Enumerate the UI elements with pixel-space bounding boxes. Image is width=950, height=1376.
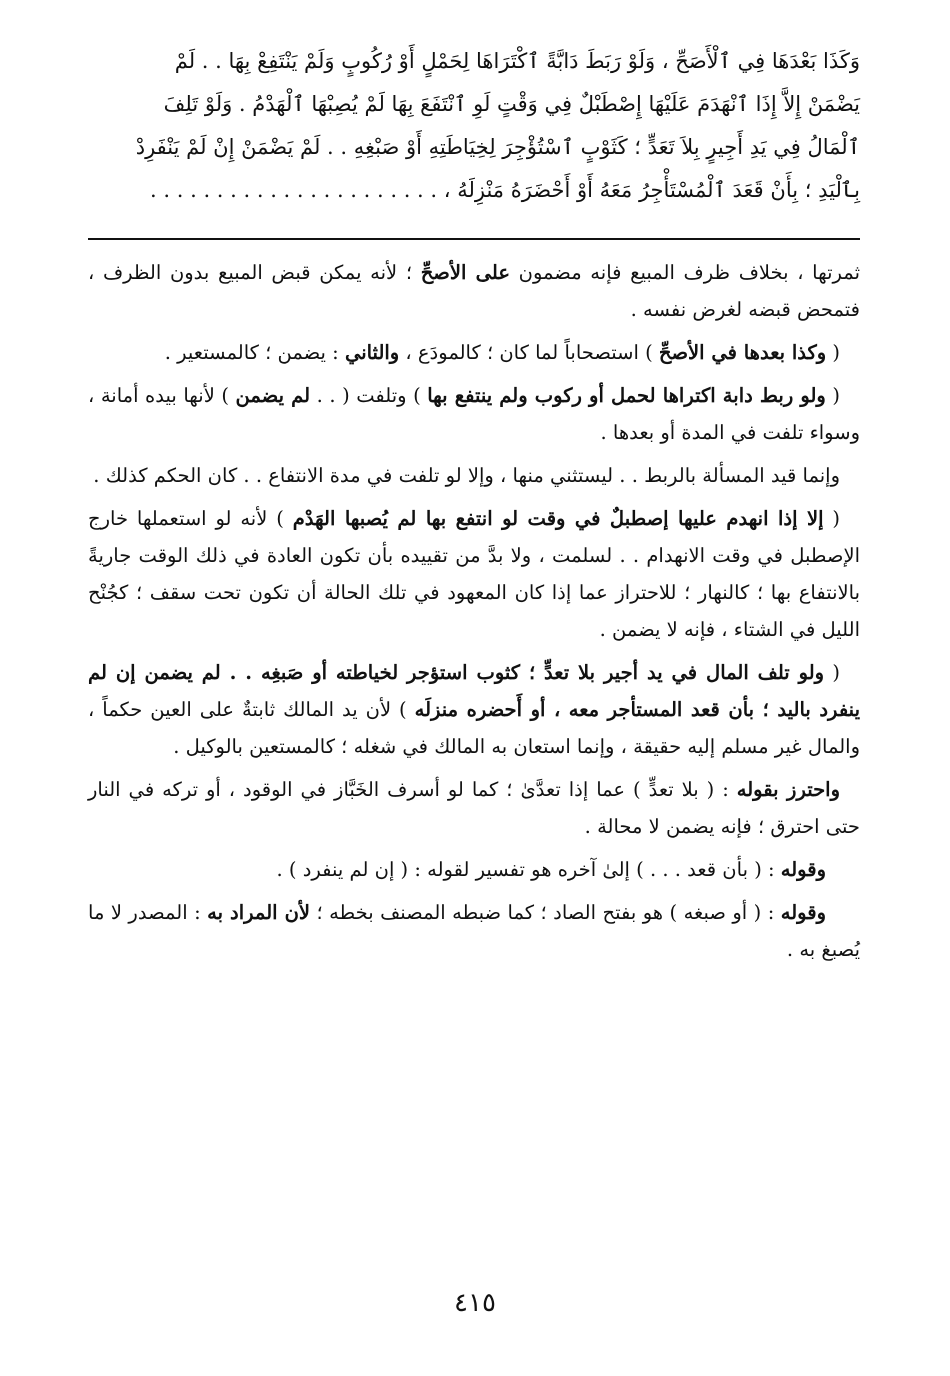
sharh-text: ) استصحاباً لما كان ؛ كالمودَع ، — [399, 341, 659, 364]
sharh-bold-text: على الأصحِّ — [420, 261, 510, 284]
sharh-paragraph-5 — [88, 500, 860, 648]
sharh-text: : ( أو صبغه ) هو بفتح الصاد ؛ كما ضبطه المصنف بخطه ؛ — [310, 901, 781, 924]
sharh-text: : ( بلا تعدٍّ ) عما إذا تعدَّىٰ ؛ كما لو أسرف الخَبَّاز في الوقود ، أو تركه في النار حتى احترق ؛ فإنه يضمن لا محالة . — [88, 778, 860, 838]
sharh-paragraph-6 — [88, 654, 860, 765]
matn-text-block — [88, 40, 860, 212]
sharh-text: : ( بأن قعد . . . ) إلىٰ آخره هو تفسير لقوله : ( إن لم ينفرد ) . — [276, 858, 781, 881]
sharh-text: ( — [826, 341, 840, 364]
sharh-bold-text: لم يضمن — [235, 384, 311, 407]
sharh-text: ؛ لأنه يمكن قبض المبيع بدون الظرف ، فتمحض قبضه لغرض نفسه . — [88, 261, 860, 321]
sharh-text: ) لأنها بيده أمانة ، وسواء تلفت في المدة أو بعدها . — [88, 384, 860, 444]
sharh-text: وإنما قيد المسألة بالربط . . ليستثني منها ، وإلا لو تلفت في مدة الانتفاع . . كان الحكم كذلك . — [93, 464, 840, 487]
sharh-text: ) لأنه لو استعملها خارج الإصطبل في وقت الانهدام . . لسلمت ، ولا بدَّ من تقييده بأن تكون العادة في ذلك الوقت جاريةً بالانتفاع بها ؛ كالنهار ؛ للاحتراز عما إذا كان المعهود في تلك الحالة أن تكون تحت سقف ؛ كجُنْح الليل في الشتاء ، فإنه لا يضمن . — [88, 507, 860, 641]
sharh-text: ) لأن يد المالك ثابتةٌ على العين حكماً ، والمال غير مسلم إليه حقيقة ، وإنما استعان به المالك في شغله ؛ كالمستعين بالوكيل . — [88, 698, 860, 758]
sharh-bold-text: والثاني — [344, 341, 400, 364]
sharh-text: ( — [824, 661, 840, 684]
sharh-text: ) وتلفت ( . . — [310, 384, 428, 407]
sharh-paragraph-9 — [88, 894, 860, 968]
book-page — [88, 40, 860, 974]
page-number: ٤١٥ — [454, 1288, 496, 1318]
sharh-bold-text: وقوله — [780, 858, 826, 881]
separator-rule — [88, 238, 860, 240]
sharh-paragraph-3 — [88, 377, 860, 451]
sharh-paragraph-7 — [88, 771, 860, 845]
sharh-text: ( — [823, 507, 840, 530]
sharh-bold-text: ولو تلف المال في يد أجير بلا تعدٍّ ؛ كثوب استؤجر لخياطته أو صَبغِه . . لم يضمن إن لم ينفرد باليد ؛ بأن قعد المستأجر معه ، أو أَحضره منزلَه — [88, 661, 860, 721]
matn-line-4: بِٱلْيَدِ ؛ بِأَنْ قَعَدَ ٱلْمُسْتَأْجِرُ مَعَهُ أَوْ أَحْضَرَهُ مَنْزِلَهُ ، . . . . . . . . . . . . . . . . . . . . . . — [150, 178, 860, 202]
matn-line-1: وَكَذَا بَعْدَهَا فِي ٱلْأَصَحِّ ، وَلَوْ رَبَطَ دَابَّةً ٱكْتَرَاهَا لِحَمْلٍ أَوْ رُكُوبٍ وَلَمْ يَنْتَفِعْ بِهَا . . لَمْ — [174, 49, 860, 73]
sharh-bold-text: إلا إذا انهدم عليها إصطبلٌ في وقت لو انتفع بها لم يُصبها الهَدْم — [292, 507, 824, 530]
sharh-paragraph-4 — [88, 457, 860, 494]
sharh-text: ثمرتها ، بخلاف ظرف المبيع فإنه مضمون — [509, 261, 860, 284]
sharh-paragraph-2 — [88, 334, 860, 371]
sharh-bold-text: وكذا بعدها في الأصحِّ — [658, 341, 827, 364]
sharh-bold-text: لأن المراد به — [207, 901, 311, 924]
matn-line-2: يَضْمَنْ إِلاَّ إِذَا ٱنْهَدَمَ عَلَيْهَا إِصْطَبْلٌ فِي وَقْتٍ لَوِ ٱنْتَفَعَ بِهَا لَمْ يُصِبْهَا ٱلْهَدْمُ . وَلَوْ تَلِفَ — [163, 92, 860, 116]
sharh-bold-text: وقوله — [780, 901, 826, 924]
sharh-paragraph-1 — [88, 254, 860, 328]
sharh-commentary-block — [88, 254, 860, 968]
sharh-text: ( — [825, 384, 840, 407]
matn-line-3: ٱلْمَالُ فِي يَدِ أَجِيرٍ بِلاَ تَعَدٍّ ؛ كَثَوْبٍ ٱسْتُؤْجِرَ لِخِيَاطَتِهِ أَوْ صَبْغِهِ . . لَمْ يَضْمَنْ إِنْ لَمْ يَنْفَرِدْ — [135, 135, 860, 159]
sharh-text: : يضمن ؛ كالمستعير . — [164, 341, 345, 364]
sharh-bold-text: واحترز بقوله — [736, 778, 840, 801]
sharh-paragraph-8 — [88, 851, 860, 888]
sharh-bold-text: ولو ربط دابة اكتراها لحمل أو ركوب ولم ينتفع بها — [427, 384, 826, 407]
sharh-text: : المصدر لا ما يُصبغ به . — [88, 901, 860, 961]
